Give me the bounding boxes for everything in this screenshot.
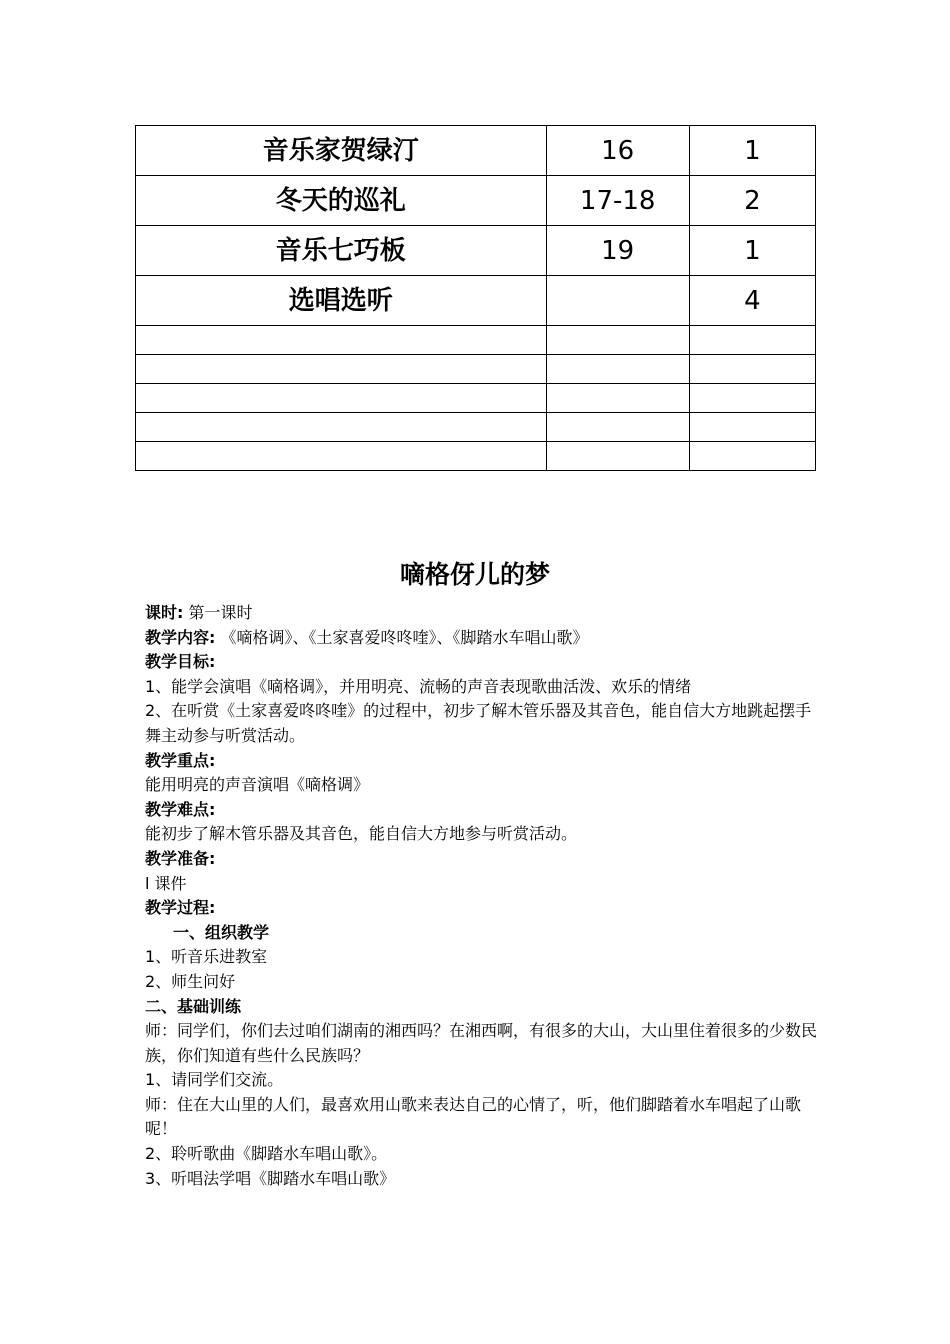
section-heading: 一、组织教学: [173, 922, 270, 942]
week-cell: [546, 413, 689, 442]
key-point-text: 能用明亮的声音演唱《嘀格调》: [145, 775, 370, 795]
goal-item: 1、能学会演唱《嘀格调》，并用明亮、流畅的声音表现歌曲活泼、欢乐的情绪: [145, 676, 692, 696]
content-value: 《嘀格调》、《土家喜爱咚咚喹》、《脚踏水车唱山歌》: [215, 627, 589, 647]
process-step: 1、请同学们交流。: [145, 1070, 284, 1090]
period-value: 第一课时: [183, 603, 253, 622]
lesson-plan: [145, 555, 825, 1191]
unit-title-cell: [136, 413, 547, 442]
teacher-dialogue: 师：同学们，你们去过咱们湖南的湘西吗？在湘西啊，有很多的大山，大山里住着很多的少数民族，你们知道有些什么民族吗？: [145, 1021, 818, 1065]
table-row: [136, 126, 816, 176]
hours-cell: [689, 442, 815, 471]
week-cell: [546, 384, 689, 413]
period-label: 课时:: [145, 603, 184, 622]
week-cell: [546, 442, 689, 471]
key-point-label: 教学重点:: [145, 750, 216, 770]
goal-item: 2、在听赏《土家喜爱咚咚喹》的过程中，初步了解木管乐器及其音色，能自信大方地跳起摆手舞主动参与听赏活动。: [145, 701, 812, 745]
unit-title-cell: [136, 355, 547, 384]
preparation-text: l 课件: [145, 873, 187, 893]
process-label: 教学过程:: [145, 898, 216, 918]
table-row: [136, 413, 816, 442]
hours-cell: 1: [689, 226, 815, 276]
table-row: [136, 226, 816, 276]
table-row: [136, 176, 816, 226]
unit-title-cell: [136, 384, 547, 413]
unit-title-cell: 选唱选听: [136, 276, 547, 326]
table-row: [136, 355, 816, 384]
process-step: 2、师生问好: [145, 971, 236, 991]
process-step: 1、听音乐进教室: [145, 947, 268, 967]
table-row: [136, 442, 816, 471]
week-cell: 19: [546, 226, 689, 276]
week-cell: 16: [546, 126, 689, 176]
table-row: [136, 276, 816, 326]
unit-title-cell: [136, 442, 547, 471]
hours-cell: [689, 355, 815, 384]
hours-cell: [689, 384, 815, 413]
week-cell: [546, 355, 689, 384]
week-cell: [546, 326, 689, 355]
table-row: [136, 384, 816, 413]
table-row: [136, 326, 816, 355]
hours-cell: [689, 413, 815, 442]
preparation-label: 教学准备:: [145, 848, 216, 868]
content-line: [145, 626, 825, 651]
difficulty-text: 能初步了解木管乐器及其音色，能自信大方地参与听赏活动。: [145, 824, 578, 844]
section-heading: 二、基础训练: [145, 996, 242, 1016]
hours-cell: 2: [689, 176, 815, 226]
unit-title-cell: 音乐七巧板: [136, 226, 547, 276]
difficulty-label: 教学难点:: [145, 799, 216, 819]
week-cell: [546, 276, 689, 326]
content-label: 教学内容:: [145, 627, 216, 647]
teacher-dialogue: 师：住在大山里的人们，最喜欢用山歌来表达自己的心情了，听，他们脚踏着水车唱起了山歌呢！: [145, 1094, 802, 1139]
goals-label: 教学目标:: [145, 652, 216, 672]
schedule-table: [135, 125, 816, 471]
unit-title-cell: 音乐家贺绿汀: [136, 126, 547, 176]
process-step: 2、聆听歌曲《脚踏水车唱山歌》。: [145, 1144, 388, 1164]
hours-cell: 1: [689, 126, 815, 176]
unit-title-cell: [136, 326, 547, 355]
week-cell: 17-18: [546, 176, 689, 226]
lesson-title: 嘀格伢儿的梦: [399, 560, 550, 589]
process-step: 3、听唱法学唱《脚踏水车唱山歌》: [145, 1168, 396, 1188]
hours-cell: [689, 326, 815, 355]
period-line: [145, 601, 825, 626]
hours-cell: 4: [689, 276, 815, 326]
unit-title-cell: 冬天的巡礼: [136, 176, 547, 226]
